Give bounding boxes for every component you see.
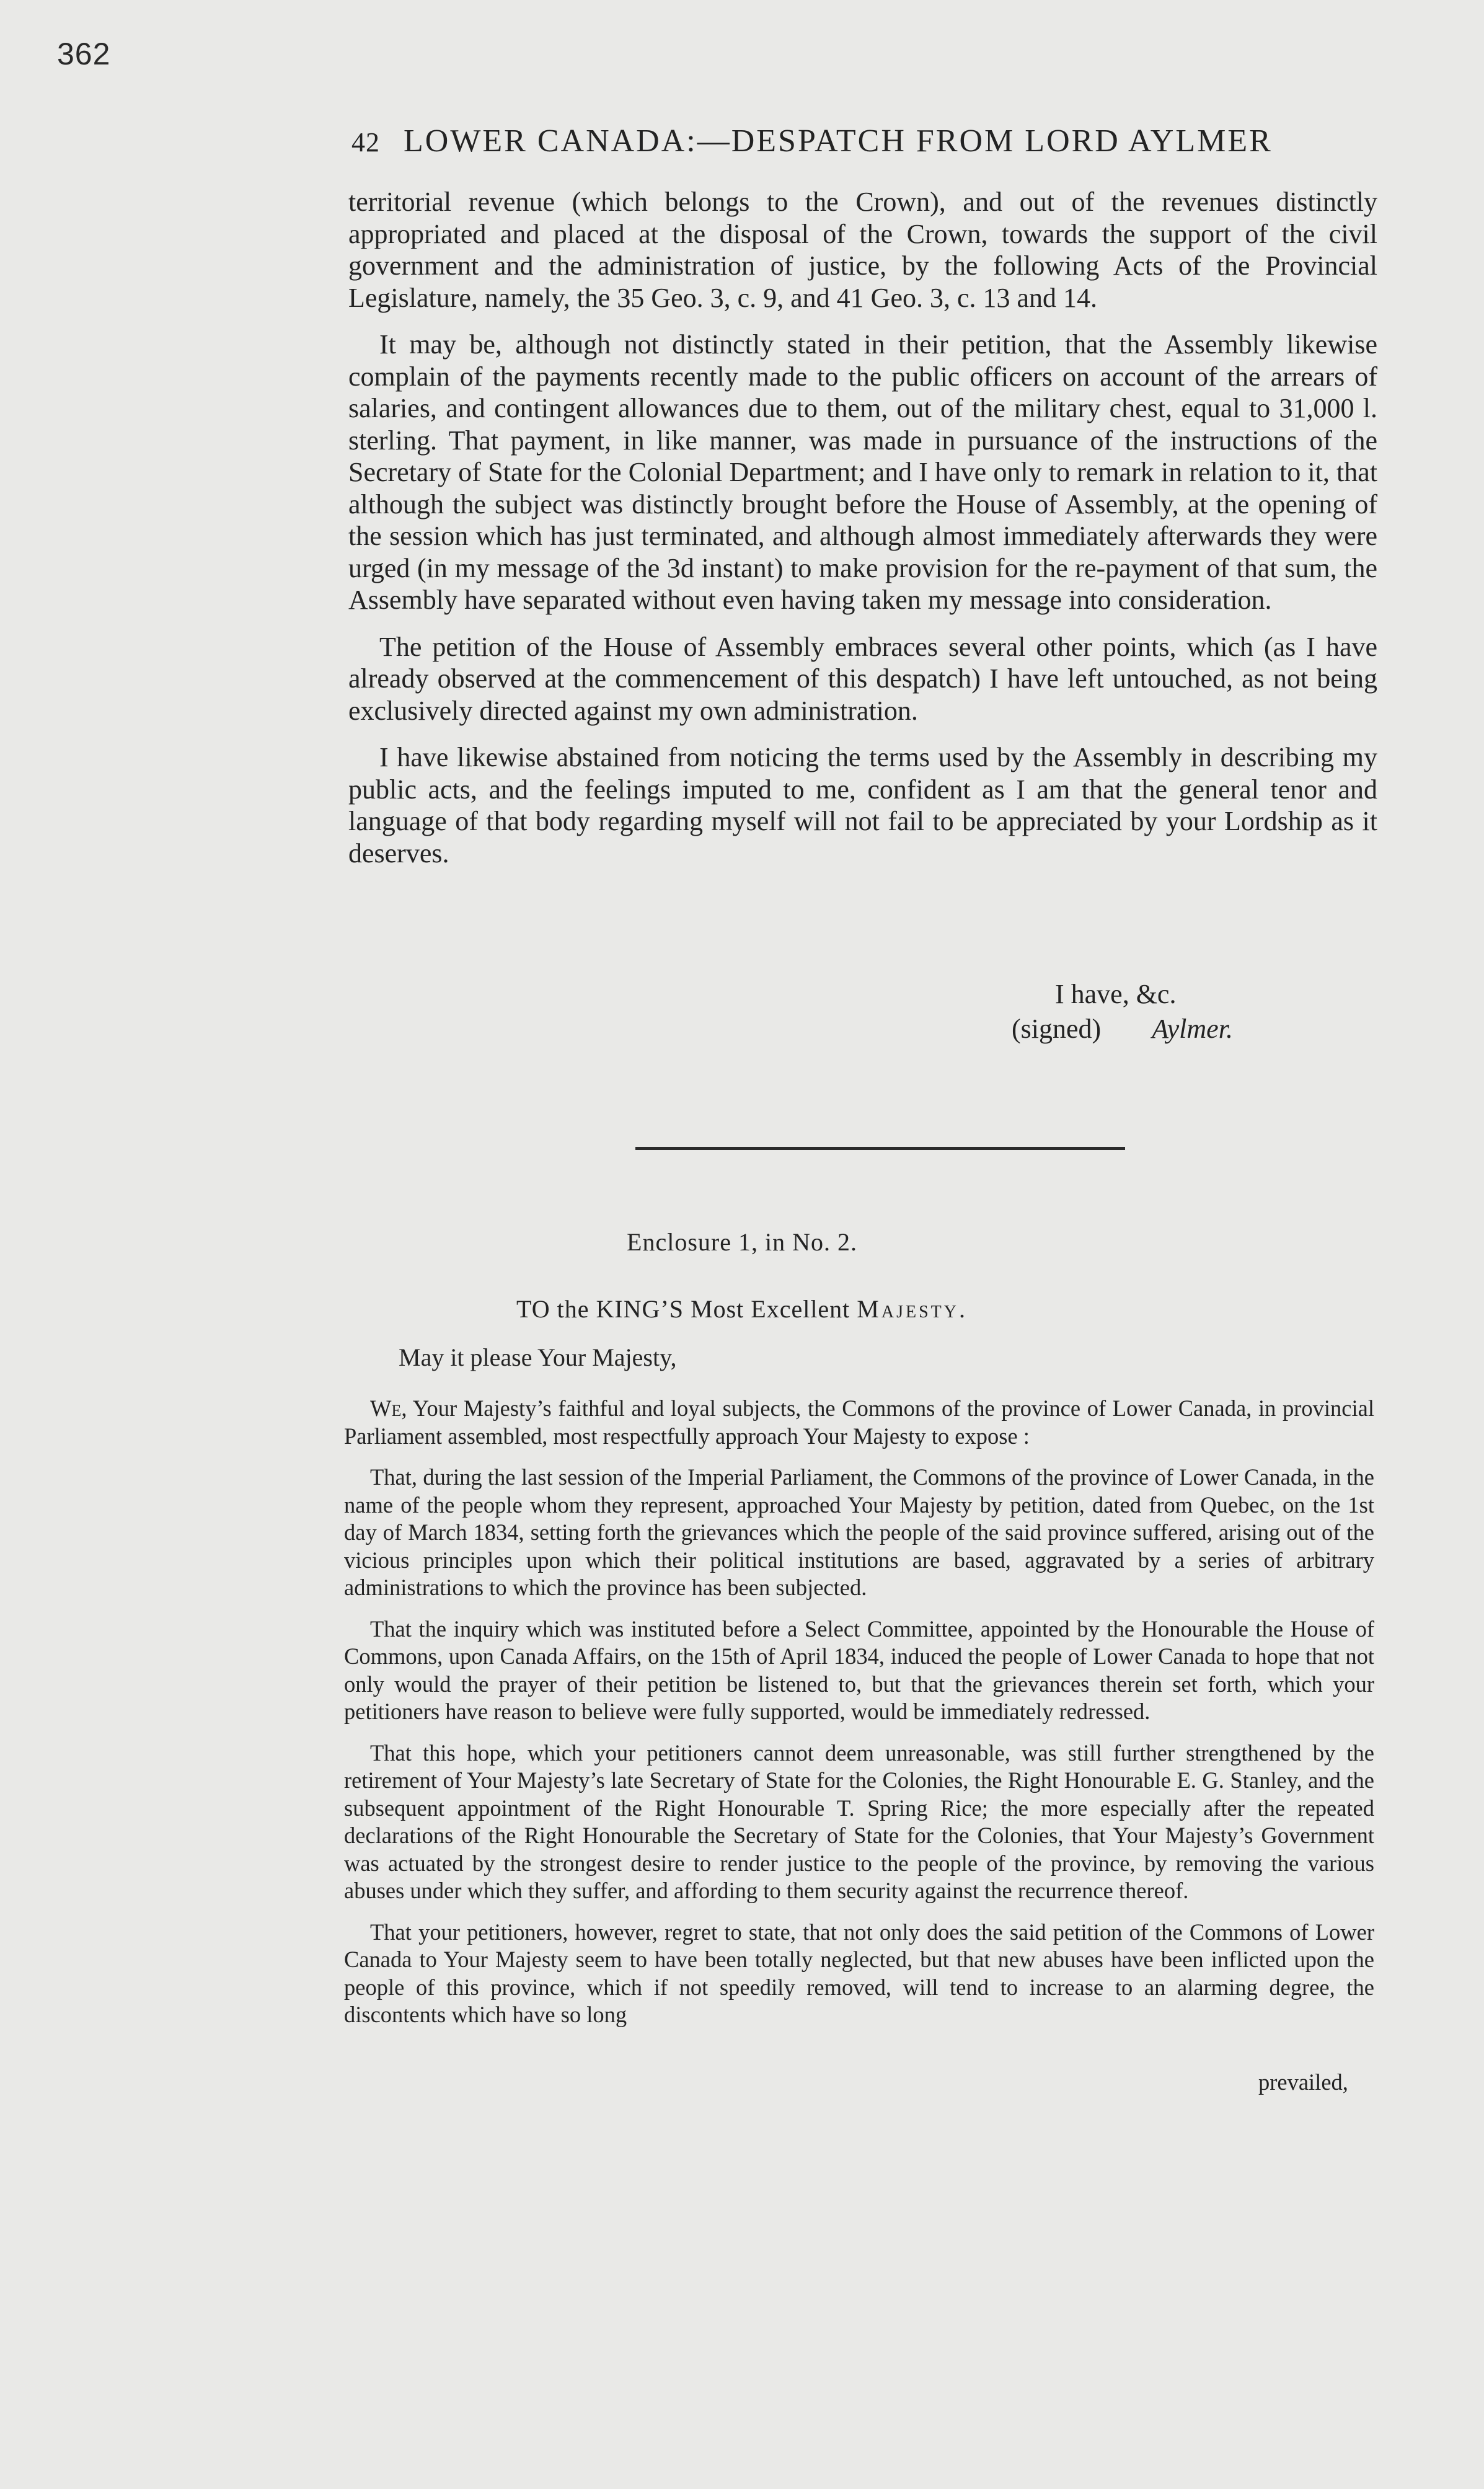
despatch-paragraph: It may be, although not distinctly stated in their petition, that the Assembly likewise complain of the payments recently made to the public officers on account of the arrears of salaries, and contingent allowances due to them, out of the military chest, equal to 31,000 l. sterling. That payment, in like manner, was made in pursuance of the instructions of the Secretary of State for the Colonial Department; and I have only to remark in relation to it, that although the subject was distinctly brought before the House of Assembly, at the opening of the session which has just terminated, and although almost immediately afterwards they were urged (in my message of the 3d instant) to make provision for the re-payment of that sum, the Assembly have separated without even having taken my message into consideration. [348,329,1377,615]
section-divider [635,1147,1125,1150]
running-head-title: LOWER CANADA:—DESPATCH FROM LORD AYLMER [404,123,1273,159]
petition-opening [344,1395,1374,1450]
signature: Aylmer. [1152,1014,1233,1044]
signature-line [1012,1012,1233,1046]
despatch-paragraph: I have likewise abstained from noticing the terms used by the Assembly in describing my public acts, and the feelings imputed to me, confident as I am that the general tenor and language of that body regarding myself will not fail to be appreciated by your Lordship as it deserves. [348,742,1377,869]
despatch-paragraph: territorial revenue (which belongs to the Crown), and out of the revenues distinctly appropriated and placed at the disposal of the Crown, towards the support of the civil government and the administration of justice, by the following Acts of the Provincial Legislature, namely, the 35 Geo. 3, c. 9, and 41 Geo. 3, c. 13 and 14. [348,187,1377,313]
address-majesty: Majesty. [857,1295,968,1323]
opening-rest: , Your Majesty’s faithful and loyal subjects, the Commons of the province of Lower Canada, in provincial Parliament assembled, most respectfully approach Your Majesty to expose : [344,1395,1374,1449]
petition-paragraph: That your petitioners, however, regret to state, that not only does the said petition of the Commons of Lower Canada to Your Majesty seem to have been totally neglected, but that new abuses have been inflicted upon the people of this province, which if not speedily removed, will tend to increase to an alarming degree, the discontents which have so long [344,1919,1374,2027]
address-prefix: TO the KING’S Most Excellent [516,1295,857,1323]
petition-paragraph: That, during the last session of the Imperial Parliament, the Commons of the province of Lower Canada, in the name of the people whom they represent, approached Your Majesty by petition, dated from Quebec, on the 1st day of March 1834, setting forth the grievances which the people of the said province suffered, arising out of the vicious principles upon which their political institutions are based, aggravated by a series of arbitrary administrations to which the province has been subjected. [344,1464,1374,1600]
scan-page-number: 362 [57,37,111,71]
petition-body [344,1395,1374,2043]
catchword: prevailed, [1258,2069,1348,2095]
despatch-body [348,186,1377,884]
address-line [0,1294,1484,1324]
petition-paragraph: That this hope, which your petitioners cannot deem unreasonable, was still further strengthened by the retirement of Your Majesty’s late Secretary of State for the Colonies, the Right Honourable E. G. Stanley, and the subsequent appointment of the Right Honourable T. Spring Rice; the more especially after the repeated declarations of the Right Honourable the Secretary of State for the Colonies, that Your Majesty’s Government was actuated by the strongest desire to render justice to the people of the province, by removing the various abuses under which they suffer, and affording to them security against the recurrence thereof. [344,1740,1374,1903]
signoff [1012,977,1233,1046]
salutation: May it please Your Majesty, [399,1343,677,1371]
opening-we: We [370,1395,402,1421]
despatch-paragraph: The petition of the House of Assembly embraces several other points, which (as I have already observed at the commencement of this despatch) I have left untouched, as not being exclusively directed against my own administration. [348,631,1377,726]
signed-label: (signed) [1012,1014,1102,1044]
enclosure-heading: Enclosure 1, in No. 2. [627,1228,857,1256]
petition-paragraph: That the inquiry which was instituted before a Select Committee, appointed by the Honourable the House of Commons, upon Canada Affairs, on the 15th of April 1834, induced the people of Lower Canada to hope that not only would the prayer of their petition be listened to, but that the grievances therein set forth, which your petitioners have reason to believe were fully supported, would be immediately redressed. [344,1616,1374,1724]
closing-line: I have, &c. [1055,979,1177,1009]
page-number: 42 [351,127,380,157]
running-head [351,123,1374,159]
